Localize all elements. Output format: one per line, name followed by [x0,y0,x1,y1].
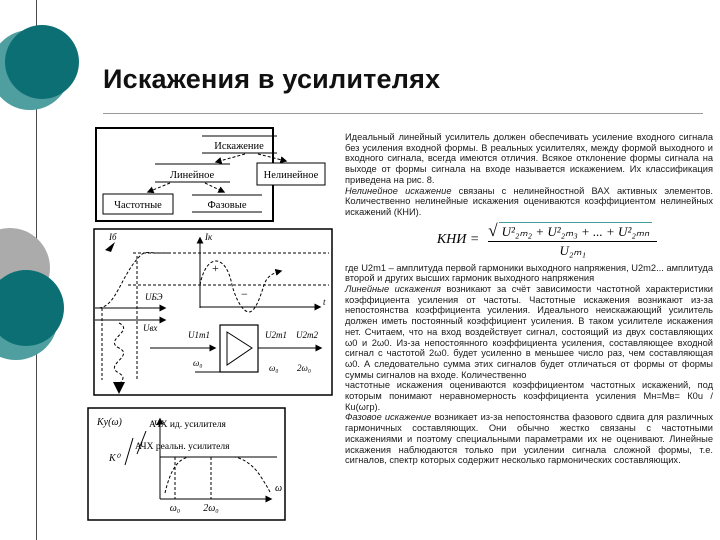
slide-title: Искажения в усилителях [103,64,441,94]
distortion-classification-diagram [95,127,335,223]
paragraph-lead-italic: Нелинейное искажение [345,185,452,196]
afc-axes [160,419,282,499]
label-ideal-afc: АЧХ ид. усилителя [149,420,226,430]
minus-sign: − [241,287,248,301]
frequency-response-diagram [87,407,287,522]
amplifier-triangle [227,332,252,365]
real-afc-curve [165,457,271,494]
decorative-circle [5,25,79,99]
label-k0: K⁰ [109,453,120,464]
label-phase: Фазовые [207,200,247,211]
label-omega: ω [275,483,283,494]
root-node [202,136,277,153]
paragraph-linear [345,284,713,380]
label-distortion: Искажение [214,141,264,152]
paragraph-text: Идеальный линейный усилитель должен обеспечивать усиление входного сигнала без усиления входной формы. В реальных усилителях, между формой выходного и входного сигнала, всегда имеются отличия. Всякое отклонение формы сигнала на выходе от формы сигнала на входе называется искажением. Их классификация приведена на рис. 8. [345,132,713,185]
waveform-distortion-diagram [93,228,333,396]
label-ube: UБЭ [145,292,163,302]
label-ky: Kу(ω) [97,417,122,428]
label-real-afc: АЧХ реальн. усилителя [135,442,230,452]
label-w0-out: ω₀ [269,363,279,373]
paragraph-text: связаны с нелинейностной ВАХ активных элементов. Количественно нелинейные искажения оцениваются коэффициентом нелинейных искажений (КНИ). [345,185,714,217]
paragraph-where [345,263,713,284]
label-ik: Iк [205,232,213,242]
real-pointer-line [125,438,133,465]
paragraph-text: возникают за счёт зависимости частотной характеристики коэффициента усиления от частоты. Частотные искажения возникают из-за непостоянства коэффициента усиления. Идеального неискажающий усилитель должен иметь постоянный коэффициент усиления. В таком усилителе искажения нет. Считаем, что на вход воздействует сигнал, состоящий из двух составляющих ω0 и 2ω0. Из-за непостоянного коэффициента усиления, составляющее входной сигнал с частотой 2ω0. будет усиленно в меньшее число раз, чем составляющая ω0. А следовательно сумма этих сигналов будет отличаться от формы от формы суммы сигналов на входе. Количественно [345,284,713,380]
collector-current-graph [200,232,326,312]
paragraph-intro [345,132,713,186]
plus-sign: + [212,261,219,275]
nonlinear-node [257,163,325,185]
paragraph-lead-italic: Линейные искажения [345,284,441,295]
kni-formula [381,222,713,259]
label-u1m1: U1m1 [188,330,210,340]
label-w0: ω₀ [169,503,181,514]
label-w0-in: ω₀ [193,358,203,368]
sqrt-radical: √ [488,220,498,240]
frequency-node [103,194,173,214]
phase-node [192,195,262,212]
linear-node [155,164,230,182]
title-separator [103,113,703,114]
input-signal-sine [113,323,125,394]
label-2w0: 2ω₀ [203,503,219,514]
label-u2m1: U2m1 [265,330,287,340]
paragraph-frequency [345,380,713,412]
paragraph-text: частотные искажения оцениваются коэффициентом частотных искажений, под которым понимают неравномерность коэффициента усиления Мн=Мв= К0u /Кu(ωгр). [345,380,713,412]
formula-fraction [488,222,657,259]
formula-denominator: U₂ₘ₁ [559,242,586,258]
label-u2m2: U2m2 [296,330,318,340]
transfer-characteristic [95,232,329,380]
paragraph-nonlinear [345,186,713,218]
paragraph-phase [345,412,713,466]
formula-numerator-row [488,222,657,242]
label-frequency: Частотные [114,200,162,211]
label-t: t [323,297,326,307]
label-uin: Uвх [143,323,158,333]
paragraph-lead-italic: Фазовое искажение [345,412,432,423]
paragraph-text: возникает из-за непостоянства фазового сдвига для различных гармоничных составляющих. Они обычно жестко связаны с частотными искажениями и поэтому специальными параметрами их не оценивают. Линейные искажения наблюдаются только при усилении сигнала сложной формы, т.е. сигналов, спектр которых содержит несколько гармонических составляющих. [345,412,713,466]
down-arrowhead [113,382,125,394]
body-text [345,132,713,466]
amplifier-block [150,325,321,373]
paragraph-text: где U2m1 – амплитуда первой гармоники выходного напряжения, U2m2... амплитуда второй и других высших гармоник выходного напряжения [345,262,713,284]
axis-arrowhead [105,242,115,252]
formula-numerator: U²₂ₘ₂ + U²₂ₘ₃ + ... + U²₂ₘₙ [499,222,653,240]
formula-lhs: КНИ = [436,232,480,248]
label-linear: Линейное [169,170,215,181]
label-2w0-out: 2ω₀ [297,363,311,373]
label-ib: Iб [109,232,117,242]
label-nonlinear: Нелинейное [263,170,319,181]
